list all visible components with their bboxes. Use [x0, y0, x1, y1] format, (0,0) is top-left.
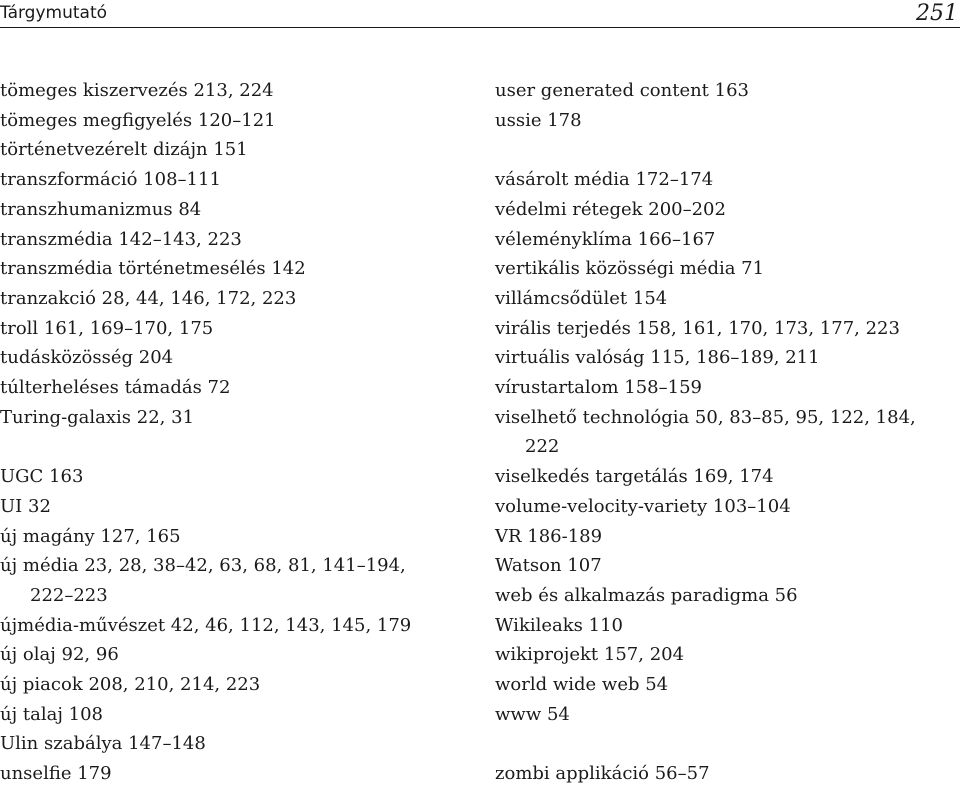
index-entry — [495, 225, 960, 255]
index-entry — [0, 551, 480, 610]
index-entry — [0, 284, 480, 314]
index-entry — [495, 700, 960, 730]
index-entry — [0, 759, 480, 789]
index-entry-text: vertikális közösségi média 71 — [495, 258, 765, 280]
index-entry — [0, 343, 480, 373]
index-entry — [0, 165, 480, 195]
index-entry-continuation: 222–223 — [30, 584, 108, 606]
index-entry — [0, 462, 480, 492]
index-entry — [495, 670, 960, 700]
index-entry — [495, 640, 960, 670]
index-entry-text: web és alkalmazás paradigma 56 — [495, 584, 798, 606]
index-entry-text: virális terjedés 158, 161, 170, 173, 177, 223 — [495, 317, 900, 339]
index-entry — [495, 284, 960, 314]
index-entry — [0, 225, 480, 255]
index-entry-text: tudásközösség 204 — [0, 347, 174, 369]
index-entry-text: történetvezérelt dizájn 151 — [0, 139, 248, 161]
index-entry — [0, 640, 480, 670]
index-entry-text: új média 23, 28, 38–42, 63, 68, 81, 141–194, — [0, 555, 406, 577]
header-rule — [0, 27, 960, 28]
letter-group-gap — [495, 135, 960, 165]
index-entry-text: új magány 127, 165 — [0, 525, 181, 547]
index-entry — [495, 373, 960, 403]
index-entry-continuation: 222 — [525, 436, 560, 458]
index-entry — [495, 76, 960, 106]
index-entry-text: troll 161, 169–170, 175 — [0, 317, 214, 339]
index-entry-text: véleményklíma 166–167 — [495, 228, 716, 250]
index-entry — [0, 135, 480, 165]
index-entry-text: Watson 107 — [495, 555, 602, 577]
index-entry-text: vírustartalom 158–159 — [495, 377, 702, 399]
index-entry — [495, 165, 960, 195]
index-entry-text: túlterheléses támadás 72 — [0, 377, 231, 399]
index-entry-text: virtuális valóság 115, 186–189, 211 — [495, 347, 820, 369]
index-entry — [0, 670, 480, 700]
index-entry-text: villámcsődület 154 — [495, 287, 668, 309]
index-entry-text: UGC 163 — [0, 466, 84, 488]
index-entry-text: viselkedés targetálás 169, 174 — [495, 466, 774, 488]
index-entry-text: viselhető technológia 50, 83–85, 95, 122, 184, — [495, 406, 916, 428]
index-entry-text: tömeges kiszervezés 213, 224 — [0, 80, 274, 101]
index-entry-text: VR 186-189 — [495, 525, 603, 547]
index-entry-text: transzhumanizmus 84 — [0, 198, 202, 220]
index-entry-text: védelmi rétegek 200–202 — [495, 198, 726, 220]
index-entry-text: transzmédia történetmesélés 142 — [0, 258, 306, 280]
index-entry — [495, 492, 960, 522]
index-entry — [495, 106, 960, 136]
index-entry-text: transzmédia 142–143, 223 — [0, 228, 242, 250]
page-header — [0, 0, 960, 28]
index-entry-text: új talaj 108 — [0, 703, 104, 725]
index-entry — [495, 403, 960, 462]
index-entry-text: www 54 — [495, 703, 570, 725]
index-entry-text: Ulin szabálya 147–148 — [0, 733, 206, 755]
index-entry — [0, 106, 480, 136]
index-entry-text: UI 32 — [0, 495, 51, 517]
index-entry-text: ussie 178 — [495, 109, 582, 131]
index-entry-text: tömeges megfigyelés 120–121 — [0, 109, 276, 131]
index-column-left — [0, 76, 480, 789]
index-entry — [495, 314, 960, 344]
index-entry — [495, 581, 960, 611]
index-entry — [0, 76, 480, 106]
index-entry — [0, 373, 480, 403]
index-entry-text: wikiprojekt 157, 204 — [495, 644, 685, 666]
index-entry — [495, 611, 960, 641]
index-entry — [0, 492, 480, 522]
index-entry-text: user generated content 163 — [495, 80, 749, 101]
index-entry — [495, 551, 960, 581]
running-header-title: Tárgymutató — [0, 3, 108, 23]
index-entry-text: új olaj 92, 96 — [0, 644, 119, 666]
index-entry — [495, 343, 960, 373]
index-entry-text: unselfie 179 — [0, 763, 112, 785]
index-entry-text: transzformáció 108–111 — [0, 169, 221, 191]
index-entry-text: volume-velocity-variety 103–104 — [495, 495, 791, 517]
index-entry-text: Turing-galaxis 22, 31 — [0, 406, 195, 428]
index-entry — [0, 729, 480, 759]
index-entry-text: új piacok 208, 210, 214, 223 — [0, 674, 261, 696]
index-entry — [0, 254, 480, 284]
index-entry — [495, 254, 960, 284]
index-entry — [0, 611, 480, 641]
letter-group-gap — [0, 432, 480, 462]
index-entry-text: tranzakció 28, 44, 146, 172, 223 — [0, 287, 297, 309]
letter-group-gap — [495, 729, 960, 759]
index-entry-text: Wikileaks 110 — [495, 614, 623, 636]
index-entry — [495, 462, 960, 492]
index-entry — [495, 195, 960, 225]
index-entry — [0, 522, 480, 552]
index-entry — [0, 403, 480, 433]
index-entry — [0, 195, 480, 225]
index-column-right — [495, 76, 960, 789]
index-entry-text: world wide web 54 — [495, 674, 669, 696]
index-entry — [495, 759, 960, 789]
index-entry — [0, 314, 480, 344]
index-entry-text: vásárolt média 172–174 — [495, 169, 714, 191]
index-entry — [0, 700, 480, 730]
page-number: 251 — [916, 1, 958, 26]
index-entry-text: újmédia-művészet 42, 46, 112, 143, 145, 179 — [0, 614, 412, 636]
index-entry-text: zombi applikáció 56–57 — [495, 763, 710, 785]
index-entry — [495, 522, 960, 552]
